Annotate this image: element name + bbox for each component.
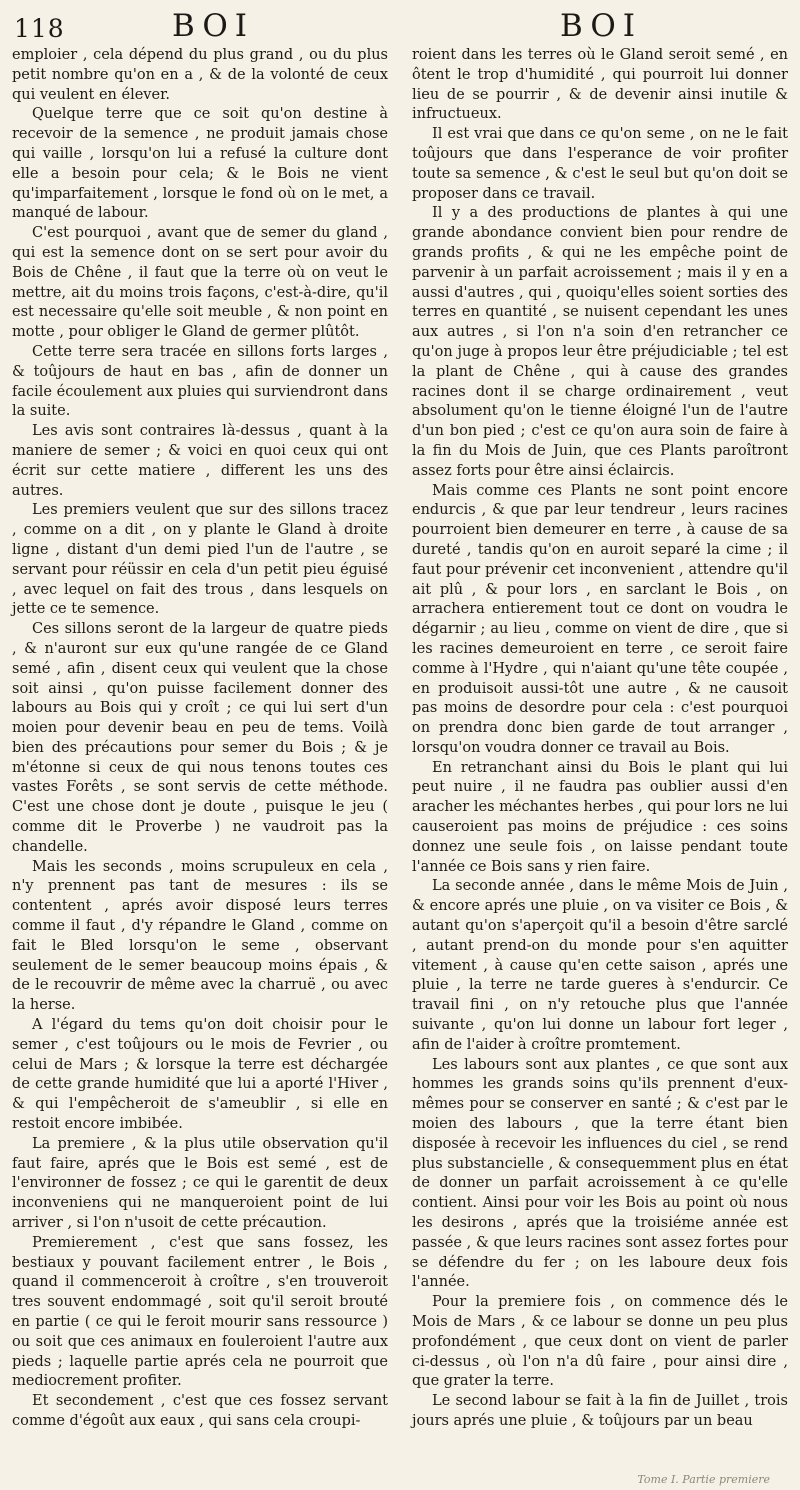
paragraph: Quelque terre que ce soit qu'on destine à recevoir de la semence , ne produit jamais chose qui vaille , lorsqu'on lui a refusé la culture dont elle a besoin pour cela; & le Bois ne vient qu'imparfaitement , lorsque le fond où on le met, a manqué de labour. [12, 106, 388, 222]
paragraph: Les labours sont aux plantes , ce que sont aux hommes les grands soins qu'ils prennent d'eux-mêmes pour se conserver en santé ; & c'est par le moien des labours , que la terre étant bien disposée à recevoir les influences du ciel , se rend plus substancielle , & consequemment plus en état de donner un parfait acroissement à ce qu'elle contient. Ainsi pour voir les Bois au point où nous les desirons , aprés que la troisiéme année est passée , & que leurs racines sont assez fortes pour se défendre du fer ; on les laboure deux fois l'année. [412, 1056, 788, 1291]
paragraph: C'est pourquoi , avant que de semer du gland , qui est la semence dont on se sert pour avoir du Bois de Chêne , il faut que la terre où on veut le mettre, ait du moins trois façons, c'est-à-dire, qu'il est necessaire qu'elle soit meuble , & non point en motte , pour obliger le Gland de germer plûtôt. [12, 225, 388, 341]
paragraph: Il y a des productions de plantes à qui une grande abondance convient bien pour rendre de grands profits , & qui ne les empêche point de parvenir à un parfait acroissement ; mais il y en a aussi d'autres , qui , quoiqu'elles soient sorties des terres en quantité , se nuisent cependant les unes aux autres , si l'on n'a soin d'en retrancher ce qu'on juge à propos leur être préjudiciable ; tel est la plant de Chêne , qui à cause des grandes racines dont il se charge ordinairement , veut absolument qu'on le tienne éloigné l'un de l'autre d'un bon pied ; c'est ce qu'on aura soin de faire à la fin du Mois de Juin, que ces Plants paroîtront assez forts pour être ainsi éclaircis. [412, 205, 788, 479]
running-head-right: BOI [560, 8, 643, 44]
page-header [0, 6, 800, 44]
paragraph: Les avis sont contraires là-dessus , quant à la maniere de semer ; & voici en quoi ceux qui ont écrit sur cette matiere , different les uns des autres. [12, 423, 388, 499]
paragraph: Premierement , c'est que sans fossez, les bestiaux y pouvant facilement entrer , le Bois , quand il commenceroit à croître , s'en trouveroit tres souvent endommagé , soit qu'il seroit brouté en partie ( ce qui le feroit mourir sans ressource ) ou soit que ces animaux en fouleroient l'autre aux pieds ; laquelle partie aprés cela ne pourroit que mediocrement profiter. [12, 1234, 388, 1390]
paragraph: En retranchant ainsi du Bois le plant qui lui peut nuire , il ne faudra pas oublier aussi d'en aracher les méchantes herbes , qui pour lors ne lui causeroient pas moins de préjudice : ces soins donnez une seule fois , on laisse pendant toute l'année ce Bois sans y rien faire. [412, 759, 788, 875]
running-head-left: BOI [172, 8, 255, 44]
left-column [12, 46, 388, 1432]
paragraph: A l'égard du tems qu'on doit choisir pour le semer , c'est toûjours ou le mois de Fevrier , ou celui de Mars ; & lorsque la terre est déchargée de cette grande humidité que lui a aporté l'Hiver , & qui l'empêcheroit de s'ameublir , si elle en restoit encore imbibée. [12, 1017, 388, 1133]
paragraph: La premiere , & la plus utile observation qu'il faut faire, aprés que le Bois est semé , est de l'environner de fossez ; ce qui le garentit de deux inconveniens qui ne manqueroient point de lui arriver , si l'on n'usoit de cette précaution. [12, 1135, 388, 1232]
paragraph: Ces sillons seront de la largeur de quatre pieds , & n'auront sur eux qu'une rangée de ce Gland semé , afin , disent ceux qui veulent que la chose soit ainsi , qu'on puisse facilement donner des labours au Bois qui y croît ; ce qui lui sert d'un moien pour devenir beau en peu de tems. Voilà bien des précautions pour semer du Bois ; & je m'étonne si ceux de qui nous tenons toutes ces vastes Forêts , se sont servis de cette méthode. C'est une chose dont je doute , puisque le jeu ( comme dit le Proverbe ) ne vaudroit pas la chandelle. [12, 621, 388, 855]
paragraph: La seconde année , dans le même Mois de Juin , & encore aprés une pluie , on va visiter ce Bois , & autant qu'on s'aperçoit qu'il a besoin d'être sarclé , autant prend-on du monde pour s'en aquitter vitement , à cause qu'en cette saison , aprés une pluie , la terre ne tarde gueres à s'endurcir. Ce travail fini , on n'y retouche plus que l'année suivante , qu'on lui donne un labour fort leger , afin de l'aider à croître promtement. [412, 878, 788, 1053]
paragraph: Mais les seconds , moins scrupuleux en cela , n'y prennent pas tant de mesures : ils se contentent , aprés avoir disposé leurs terres comme il faut , d'y répandre le Gland , comme on fait le Bled lorsqu'on le seme , observant seulement de le semer beaucoup moins épais , & de le recouvrir de même avec la charruë , ou avec la herse. [12, 858, 388, 1014]
footer-note: Tome I. Partie premiere [637, 1473, 770, 1486]
paragraph: Les premiers veulent que sur des sillons tracez , comme on a dit , on y plante le Gland à droite ligne , distant d'un demi pied l'un de l'autre , se servant pour réüssir en cela d'un petit pieu éguisé , avec lequel on fait des trous , dans lesquels on jette ce te semence. [12, 502, 388, 618]
page-number: 118 [14, 14, 65, 43]
paragraph: Il est vrai que dans ce qu'on seme , on ne le fait toûjours que dans l'esperance de voir profiter toute sa semence , & c'est le seul but qu'on doit se proposer dans ce travail. [412, 126, 788, 202]
paragraph: roient dans les terres où le Gland seroit semé , en ôtent le trop d'humidité , qui pourroit lui donner lieu de se pourrir , & de devenir ainsi inutile & infructueux. [412, 47, 788, 123]
paragraph: emploier , cela dépend du plus grand , ou du plus petit nombre qu'on en a , & de la volonté de ceux qui veulent en élever. [12, 47, 388, 103]
paragraph: Pour la premiere fois , on commence dés le Mois de Mars , & ce labour se donne un peu plus profondément , que ceux dont on vient de parler ci-dessus , où l'on n'a dû faire , pour ainsi dire , que grater la terre. [412, 1294, 788, 1390]
paragraph: Mais comme ces Plants ne sont point encore endurcis , & que par leur tendreur , leurs racines pourroient bien demeurer en terre , à cause de sa dureté , tandis qu'on en auroit separé la cime ; il faut pour prévenir cet inconvenient , attendre qu'il ait plû , & pour lors , en sarclant le Bois , on arrachera entierement tout ce dont on voudra le dégarnir ; au lieu , comme on vient de dire , que si les racines demeuroient en terre , ce seroit faire comme à l'Hydre , qui n'aiant qu'une tête coupée , en produisoit aussi-tôt une autre , & ne causoit pas moins de desordre pour cela : c'est pourquoi on prendra donc bien garde de tout arranger , lorsqu'on voudra donner ce travail au Bois. [412, 482, 788, 756]
paragraph: Cette terre sera tracée en sillons forts larges , & toûjours de haut en bas , afin de donner un facile écoulement aux pluies qui surviendront dans la suite. [12, 343, 388, 420]
paragraph: Et secondement , c'est que ces fossez servant comme d'égoût aux eaux , qui sans cela croupi- [12, 1393, 388, 1429]
right-column [412, 46, 788, 1432]
paragraph: Le second labour se fait à la fin de Juillet , trois jours aprés une pluie , & toûjours par un beau [412, 1393, 788, 1429]
